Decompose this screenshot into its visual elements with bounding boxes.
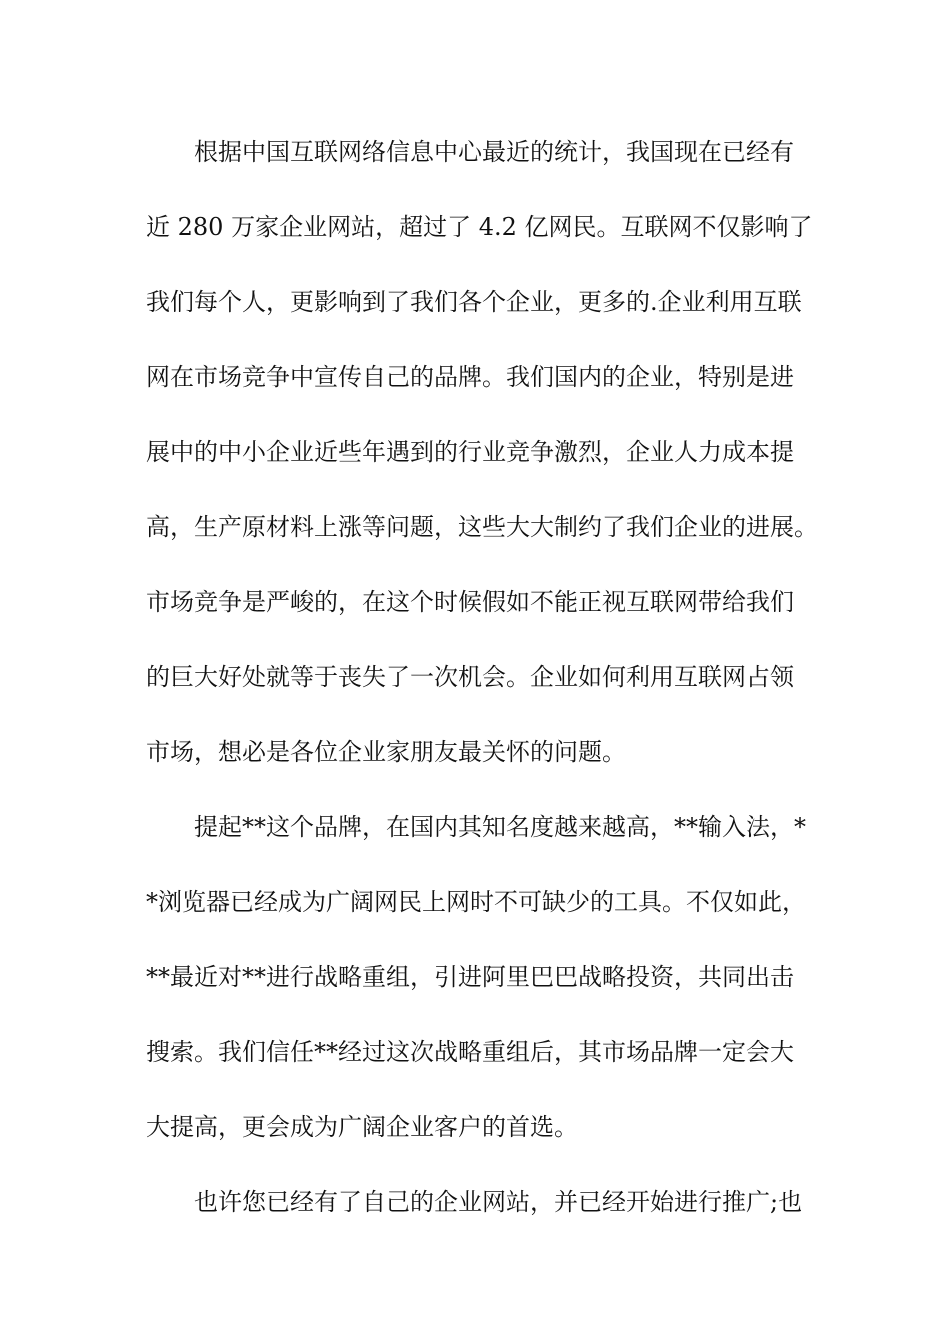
paragraph-3-line-1: 也许您已经有了自己的企业网站，并已经开始进行推广;也 <box>194 1188 803 1216</box>
paragraph-1-line-4: 网在市场竞争中宣传自己的品牌。我们国内的企业，特别是进 <box>146 363 794 391</box>
paragraph-1-line-7: 市场竞争是严峻的，在这个时候假如不能正视互联网带给我们 <box>146 588 794 616</box>
paragraph-2-line-1: 提起**这个品牌，在国内其知名度越来越高，**输入法，* <box>194 813 806 841</box>
paragraph-2-line-4: 搜索。我们信任**经过这次战略重组后，其市场品牌一定会大 <box>146 1038 794 1066</box>
paragraph-1-line-9: 市场，想必是各位企业家朋友最关怀的问题。 <box>146 738 626 766</box>
document-body <box>146 134 826 1259</box>
paragraph-1-line-8: 的巨大好处就等于丧失了一次机会。企业如何利用互联网占领 <box>146 663 794 691</box>
paragraph-2-line-2: *浏览器已经成为广阔网民上网时不可缺少的工具。不仅如此， <box>146 888 806 916</box>
paragraph-1-line-1: 根据中国互联网络信息中心最近的统计，我国现在已经有 <box>194 138 794 166</box>
paragraph-2-line-3: **最近对**进行战略重组，引进阿里巴巴战略投资，共同出击 <box>146 963 794 991</box>
paragraph-1-line-6: 高，生产原材料上涨等问题，这些大大制约了我们企业的进展。 <box>146 513 818 541</box>
paragraph-1-line-3: 我们每个人，更影响到了我们各个企业，更多的.企业利用互联 <box>146 288 802 316</box>
paragraph-1-line-2: 近 280 万家企业网站，超过了 4.2 亿网民。互联网不仅影响了 <box>146 213 813 241</box>
paragraph-1-line-5: 展中的中小企业近些年遇到的行业竞争激烈，企业人力成本提 <box>146 438 794 466</box>
paragraph-2-line-5: 大提高，更会成为广阔企业客户的首选。 <box>146 1113 578 1141</box>
